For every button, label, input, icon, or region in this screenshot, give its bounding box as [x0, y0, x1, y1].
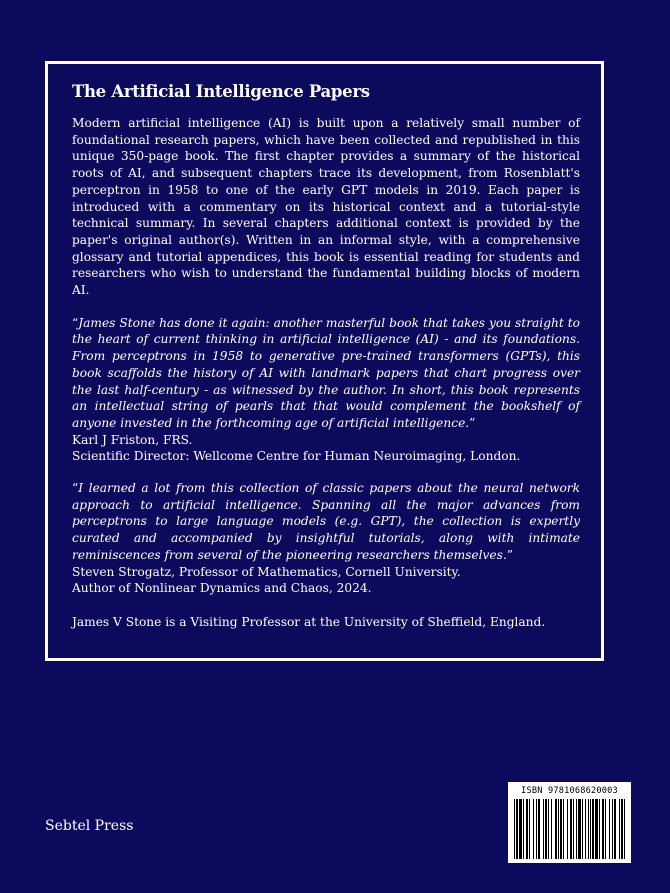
barcode-bar: [519, 799, 522, 859]
barcode-bar: [609, 799, 610, 859]
barcode-bar: [545, 799, 547, 859]
barcode-bar: [619, 799, 620, 859]
barcode-bar: [576, 799, 577, 859]
barcode-bar: [526, 799, 528, 859]
barcode-bar: [533, 799, 534, 859]
barcode-bar: [621, 799, 623, 859]
endorsement-friston-text: James Stone has done it again: another masterful book that takes you straight to the heart of current thinking in artificial intelligence (AI) - and its foundations. From perceptrons in 1958 to generative pre-trained transformers (GPTs), this book scaffolds the history of AI with landmark papers that chart progress over the last half-century - as witnessed by the author. In short, this book represents an intellectual string of pearls that that would complement the bookshelf of anyone invested in the forthcoming age of artificial intelligence.: [72, 315, 580, 430]
book-title: The Artificial Intelligence Papers: [72, 82, 370, 101]
barcode-bar: [582, 799, 583, 859]
isbn-barcode: [508, 782, 631, 863]
endorsement-strogatz-name: Steven Strogatz, Professor of Mathematics, Cornell University.: [72, 564, 461, 579]
barcode-bar: [536, 799, 537, 859]
barcode-bar: [529, 799, 530, 859]
barcode-bar: [555, 799, 557, 859]
barcode-bar: [543, 799, 544, 859]
barcode-bar: [573, 799, 574, 859]
author-note: James V Stone is a Visiting Professor at the University of Sheffield, England.: [72, 614, 546, 629]
endorsement-friston-name: Karl J Friston, FRS.: [72, 432, 193, 447]
endorsement-friston-affiliation: Scientific Director: Wellcome Centre for Human Neuroimaging, London.: [72, 449, 521, 464]
barcode-bar: [538, 799, 540, 859]
barcode-bar: [588, 799, 589, 859]
barcode-bar: [551, 799, 552, 859]
close-quote-mark: ”: [506, 547, 513, 562]
endorsement-strogatz-text: I learned a lot from this collection of classic papers about the neural network approach to artificial intelligence. Spanning all the major advances from perceptrons to large language models (e.g. GPT), the collection is expertly curated and accompanied by insightful tutorials, along with intimate reminiscences from several of the pioneering researchers themselves.: [72, 481, 580, 562]
barcode-bar: [570, 799, 572, 859]
barcode-bar: [612, 799, 613, 859]
barcode-bar: [523, 799, 524, 859]
barcode-bar: [567, 799, 568, 859]
barcode-bar: [563, 799, 564, 859]
barcode-bar: [602, 799, 604, 859]
open-quote-mark: “: [72, 481, 79, 496]
barcode-bar: [614, 799, 616, 859]
endorsement-strogatz-book: Author of Nonlinear Dynamics and Chaos, 2024.: [72, 581, 372, 596]
barcode-bar: [558, 799, 559, 859]
barcode-bar: [548, 799, 549, 859]
close-quote-mark: ”: [469, 415, 476, 430]
barcode-bar: [514, 799, 515, 859]
publisher-name: Sebtel Press: [45, 818, 134, 834]
barcode-bar: [605, 799, 606, 859]
barcode-bar: [560, 799, 562, 859]
barcode-bar: [585, 799, 586, 859]
book-description: Modern artificial intelligence (AI) is built upon a relatively small number of foundational research papers, which have been collected and republished in this unique 350-page book. The first chapter provides a summary of the historical roots of AI, and subsequent chapters trace its development, from Rosenblatt's perceptron in 1958 to one of the early GPT models in 2019. Each paper is introduced with a commentary on its historical context and a tutorial-style technical summary. In several chapters additional context is provided by the paper's original author(s). Written in an informal style, with a comprehensive glossary and tutorial appendices, this book is essential reading for students and researchers who wish to understand the fundamental building blocks of modern AI.: [72, 116, 580, 298]
endorsement-strogatz: [72, 480, 580, 564]
barcode-bar: [599, 799, 600, 859]
barcode-bar: [590, 799, 591, 859]
barcode-bar: [592, 799, 594, 859]
endorsement-friston: [72, 315, 580, 432]
barcode-bar: [595, 799, 598, 859]
open-quote-mark: “: [72, 315, 79, 330]
barcode-bar: [624, 799, 625, 859]
barcode-bar: [516, 799, 518, 859]
barcode-bar: [578, 799, 581, 859]
back-cover-text: [72, 82, 580, 631]
barcode-icon: [514, 799, 625, 859]
isbn-number: ISBN 9781068620003: [521, 786, 618, 796]
